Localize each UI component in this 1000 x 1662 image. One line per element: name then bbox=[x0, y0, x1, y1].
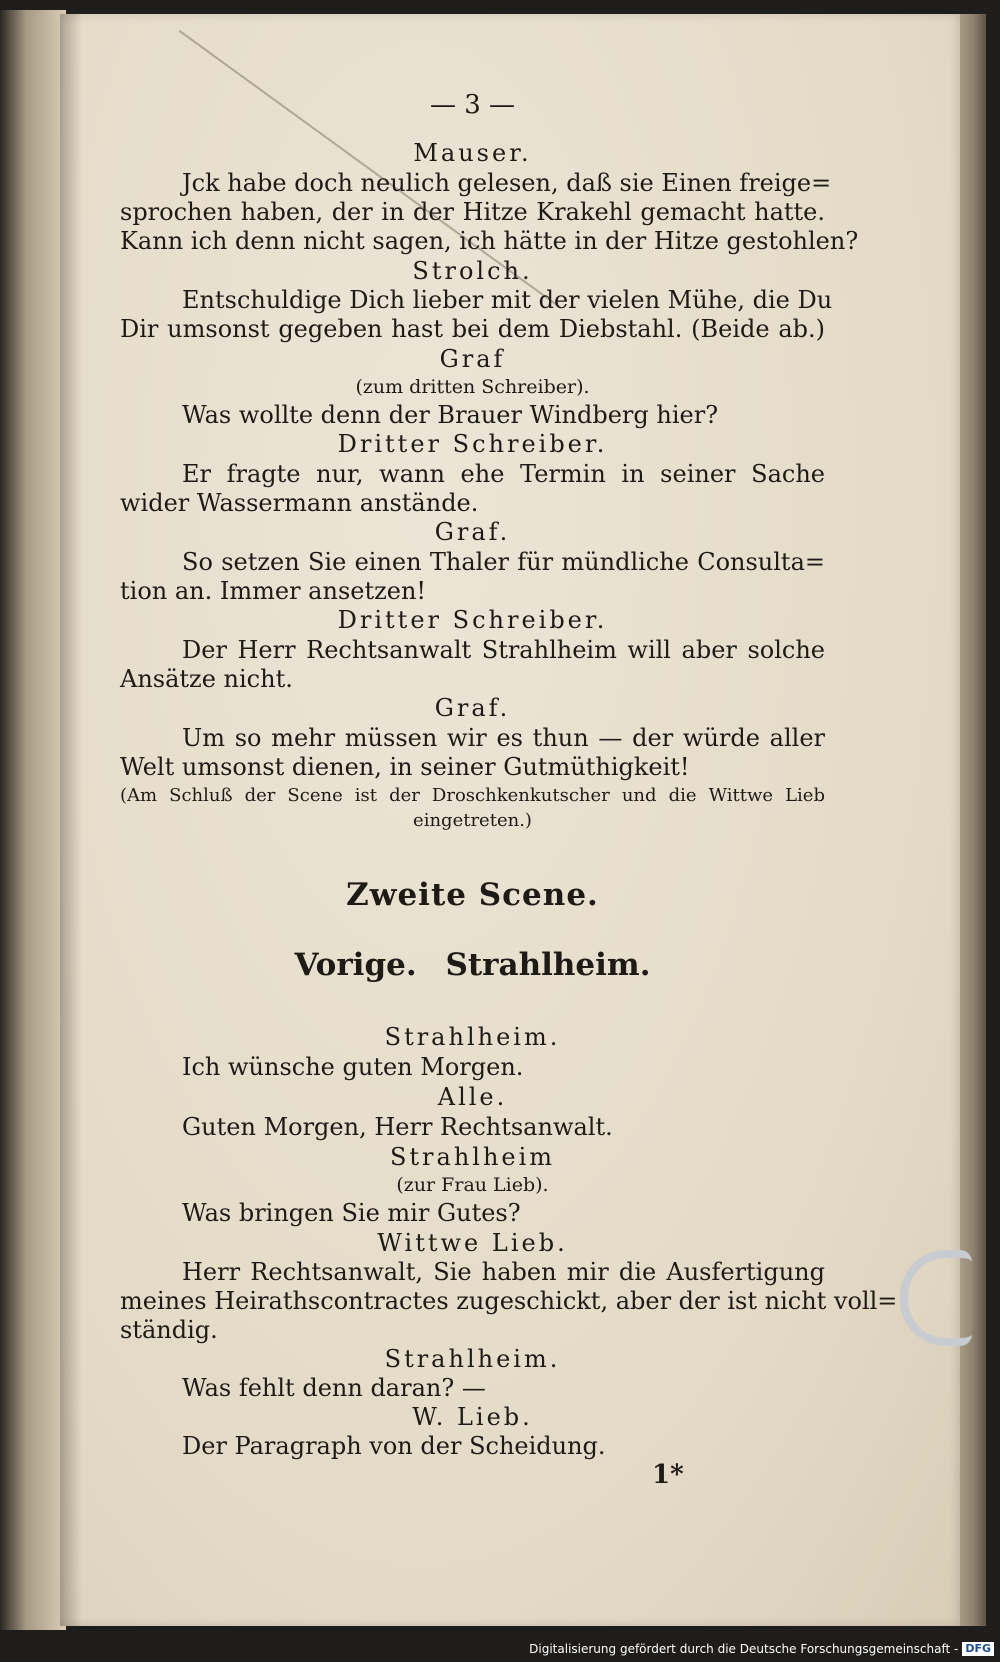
speaker-name: Dritter Schreiber. bbox=[337, 430, 608, 458]
credit-text: Digitalisierung gefördert durch die Deutsche Forschungsgemeinschaft - bbox=[529, 1642, 959, 1656]
text-line: Der Herr Rechtsanwalt Strahlheim will aber solche bbox=[182, 636, 825, 664]
text-line: Was fehlt denn daran? — bbox=[182, 1374, 486, 1402]
text-line: Kann ich denn nicht sagen, ich hätte in der Hitze gestohlen? bbox=[120, 227, 859, 255]
speaker-name: Dritter Schreiber. bbox=[337, 606, 608, 634]
text-line: Dir umsonst gegeben hast bei dem Diebstahl. (Beide ab.) bbox=[120, 315, 825, 343]
text-line: meines Heirathscontractes zugeschickt, aber der ist nicht voll= bbox=[120, 1287, 898, 1315]
stage-direction: (zur Frau Lieb). bbox=[396, 1174, 549, 1196]
page-block-edge bbox=[960, 14, 986, 1626]
speaker-name: Mauser. bbox=[413, 139, 532, 167]
text-line: Entschuldige Dich lieber mit der vielen Mühe, die Du bbox=[182, 286, 833, 314]
speaker-name: Strahlheim bbox=[389, 1143, 556, 1171]
text-line: Was bringen Sie mir Gutes? bbox=[182, 1199, 521, 1227]
text-line: Herr Rechtsanwalt, Sie haben mir die Ausfertigung bbox=[182, 1258, 825, 1286]
stage-direction: (zum dritten Schreiber). bbox=[355, 376, 590, 398]
gutter-shadow bbox=[60, 14, 82, 1626]
text-line: So setzen Sie einen Thaler für mündliche Consulta= bbox=[182, 548, 825, 576]
speaker-name: Strolch. bbox=[412, 257, 533, 285]
text-line: Jck habe doch neulich gelesen, daß sie Einen freige= bbox=[182, 169, 832, 197]
speaker-name: Wittwe Lieb. bbox=[377, 1229, 568, 1257]
speaker-name: Strahlheim. bbox=[384, 1345, 561, 1373]
scene-title: Zweite Scene. bbox=[346, 877, 599, 913]
scene-persons: Vorige. Strahlheim. bbox=[294, 947, 651, 983]
text-line: sprochen haben, der in der Hitze Krakehl gemacht hatte. bbox=[120, 198, 825, 226]
digitization-credit bbox=[529, 1640, 994, 1658]
text-line: Um so mehr müssen wir es thun — der würde aller bbox=[182, 724, 825, 752]
text-line: Ich wünsche guten Morgen. bbox=[182, 1053, 524, 1081]
dfg-logo: DFG bbox=[962, 1642, 994, 1656]
stage-direction: eingetreten.) bbox=[413, 810, 532, 831]
text-line: wider Wassermann anstände. bbox=[120, 489, 479, 517]
left-page-edge bbox=[0, 10, 66, 1630]
text-line: Guten Morgen, Herr Rechtsanwalt. bbox=[182, 1113, 613, 1141]
text-line: Ansätze nicht. bbox=[120, 665, 293, 693]
signature-mark: 1* bbox=[652, 1460, 684, 1490]
speaker-name: Strahlheim. bbox=[384, 1023, 561, 1051]
text-line: Der Paragraph von der Scheidung. bbox=[182, 1432, 606, 1460]
speaker-name: Graf. bbox=[434, 518, 511, 546]
text-line: tion an. Immer ansetzen! bbox=[120, 577, 427, 605]
stage-direction: (Am Schluß der Scene ist der Droschkenkutscher und die Wittwe Lieb bbox=[120, 785, 825, 806]
text-line: ständig. bbox=[120, 1316, 218, 1344]
text-line: Welt umsonst dienen, in seiner Gutmüthigkeit! bbox=[120, 753, 690, 781]
speaker-name: Graf. bbox=[434, 694, 511, 722]
text-line: Er fragte nur, wann ehe Termin in seiner Sache bbox=[182, 460, 825, 488]
speaker-name: W. Lieb. bbox=[412, 1403, 533, 1431]
speaker-name: Graf bbox=[439, 345, 506, 373]
text-line: Was wollte denn der Brauer Windberg hier? bbox=[182, 401, 719, 429]
speaker-name: Alle. bbox=[437, 1083, 508, 1111]
page-number-header: — 3 — bbox=[429, 90, 516, 120]
